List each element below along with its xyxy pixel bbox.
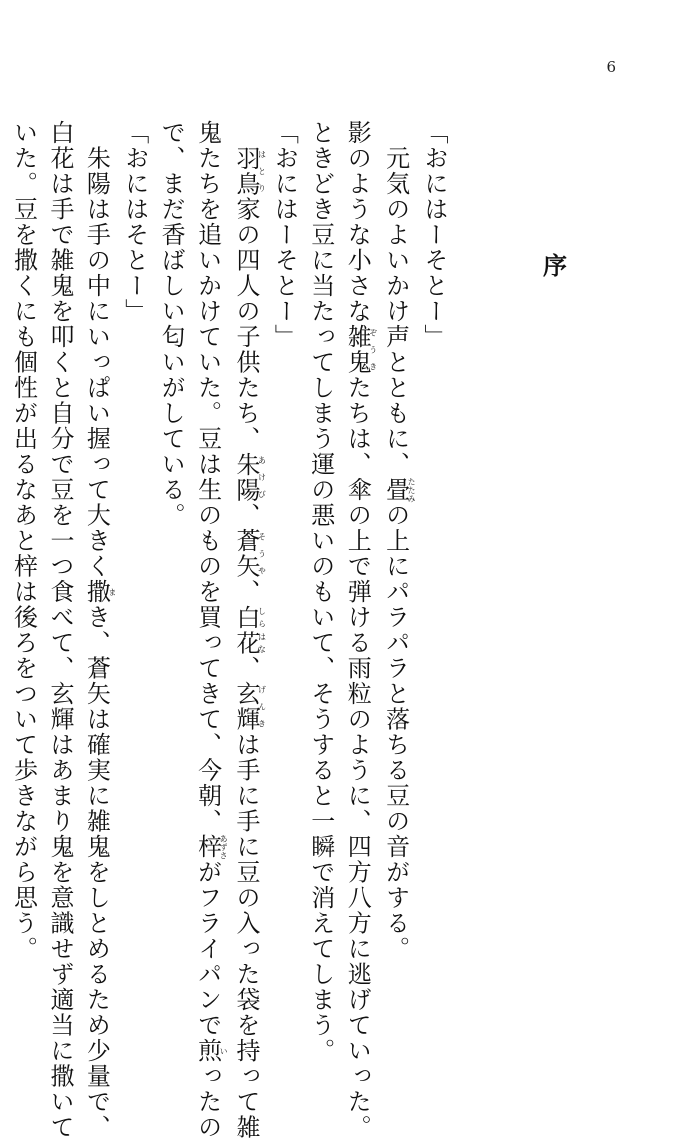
text-line: 影のような小さな雑鬼ぞうきたちは、傘の上で弾ける雨粒のように、四方八方に逃げていった。	[343, 120, 378, 1140]
text-line: 元気のよいかけ声とともに、畳たたみの上にパラパラと落ちる豆の音がする。	[381, 120, 417, 962]
text-line: 白花は手で雑鬼を叩くと自分で豆を一つ食べて、玄輝はあまり鬼を意識せず適当に撒いて	[45, 120, 74, 1140]
text-line: 「おにはーそとー」	[270, 120, 299, 350]
text-line: 鬼たちを追いかけていた。豆は生のものを買ってきて、今朝、梓あずさがフライパンで煎いったの	[193, 120, 229, 1140]
text-line: いた。豆を撒くにも個性が出るなあと梓は後ろをついて歩きながら思う。	[9, 120, 38, 962]
text-line: 朱陽は手の中にいっぱい握って大きく撒まき、蒼矢は確実に雑鬼をしとめるため少量で、	[82, 120, 117, 1140]
text-line: で、まだ香ばしい匂いがしている。	[157, 120, 186, 528]
text-line: 羽鳥はとり家の四人の子供たち、朱陽あけび、蒼矢そうや、白花しらはな、玄輝げんきは手に手に豆の入った袋を持って雑	[231, 145, 267, 1140]
body-text	[5, 120, 452, 1140]
text-line: 「おにはそとー」	[120, 120, 149, 324]
chapter-title: 序	[543, 251, 567, 280]
text-line: 「おにはーそとー」	[420, 120, 448, 350]
page-number: 6	[606, 58, 616, 76]
text-line: ときどき豆に当たってしまう運の悪いのもいて、そうすると一瞬で消えてしまう。	[306, 120, 335, 1064]
